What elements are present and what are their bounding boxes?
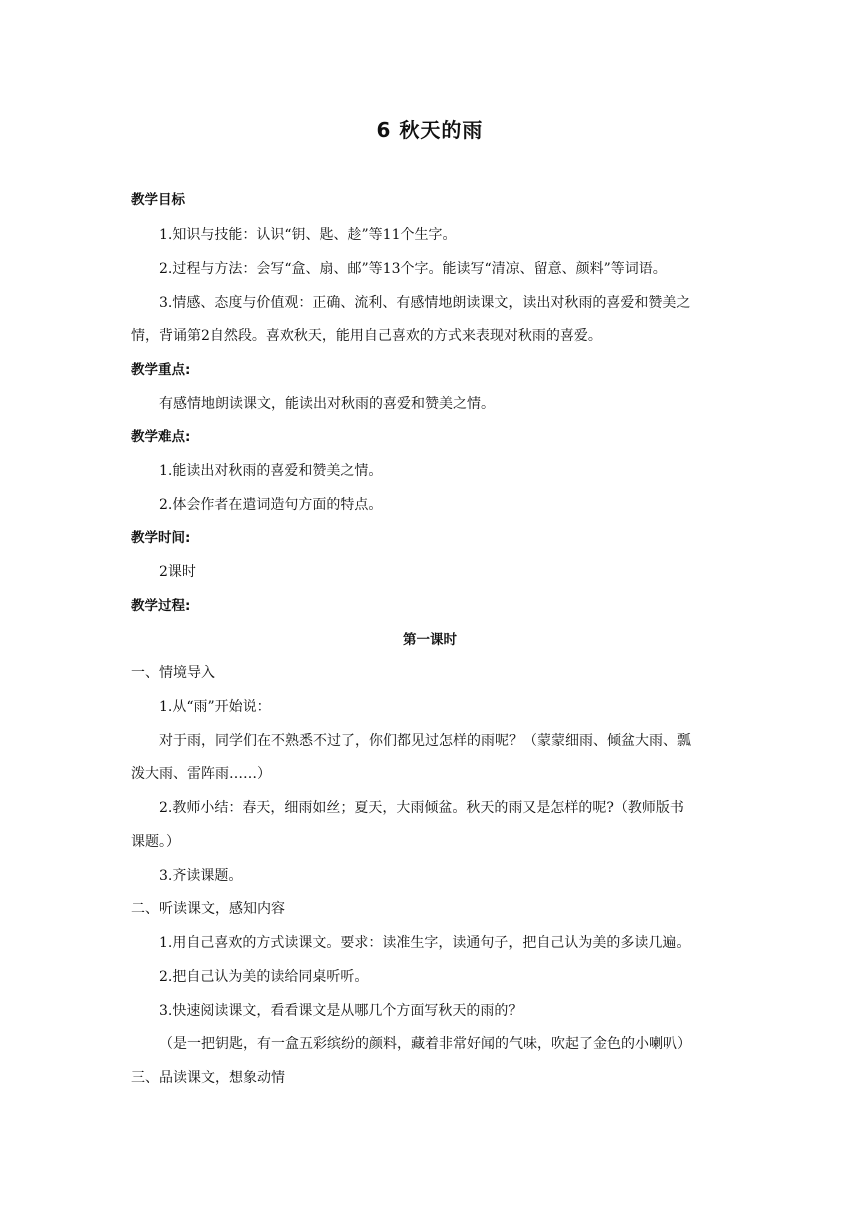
goal-item-1: 1.知识与技能：认识“钥、匙、趁”等11个生字。 <box>159 227 457 243</box>
goal-item-3: 3.情感、态度与价值观：正确、流利、有感情地朗读课文，读出对秋雨的喜爱和赞美之 <box>159 295 691 311</box>
paragraph: 对于雨，同学们在不熟悉不过了，你们都见过怎样的雨呢？（蒙蒙细雨、倾盆大雨、瓢 <box>159 733 691 749</box>
difficulty-item-1: 1.能读出对秋雨的喜爱和赞美之情。 <box>159 463 383 479</box>
key-points-text: 有感情地朗读课文，能读出对秋雨的喜爱和赞美之情。 <box>159 396 495 412</box>
section-heading: 一、情境导入 <box>131 665 215 681</box>
time-text: 2课时 <box>159 564 196 580</box>
paragraph: 1.用自己喜欢的方式读课文。要求：读准生字，读通句子，把自己认为美的多读几遍。 <box>159 935 691 951</box>
lesson-title: 第一课时 <box>403 632 457 648</box>
section-heading: 二、听读课文，感知内容 <box>131 901 285 917</box>
paragraph: 2.教师小结：春天，细雨如丝；夏天，大雨倾盆。秋天的雨又是怎样的呢?（教师版书 <box>159 800 684 816</box>
goal-item-2: 2.过程与方法：会写“盒、扇、邮”等13个字。能读写“清凉、留意、颜料”等词语。 <box>159 261 667 277</box>
paragraph: 1.从“雨”开始说： <box>159 699 271 715</box>
paragraph-cont: 课题。） <box>131 834 180 850</box>
heading-key-points: 教学重点: <box>131 362 191 378</box>
section-heading: 三、品读课文，想象动情 <box>131 1070 285 1086</box>
paragraph: 3.快速阅读课文，看看课文是从哪几个方面写秋天的雨的？ <box>159 1003 523 1019</box>
heading-time: 教学时间: <box>131 530 191 546</box>
goal-item-3-cont: 情，背诵第2自然段。喜欢秋天，能用自己喜欢的方式来表现对秋雨的喜爱。 <box>131 328 602 344</box>
heading-difficulties: 教学难点: <box>131 429 191 445</box>
paragraph: 2.把自己认为美的读给同桌听听。 <box>159 969 369 985</box>
heading-process: 教学过程: <box>131 598 191 614</box>
paragraph-cont: 泼大雨、雷阵雨……） <box>131 766 271 782</box>
paragraph: 3.齐读课题。 <box>159 868 243 884</box>
difficulty-item-2: 2.体会作者在遣词造句方面的特点。 <box>159 497 383 513</box>
page-title: 6 秋天的雨 <box>376 118 484 142</box>
heading-goals: 教学目标 <box>131 192 185 208</box>
paragraph: （是一把钥匙，有一盒五彩缤纷的颜料，藏着非常好闻的气味，吹起了金色的小喇叭） <box>159 1036 691 1052</box>
